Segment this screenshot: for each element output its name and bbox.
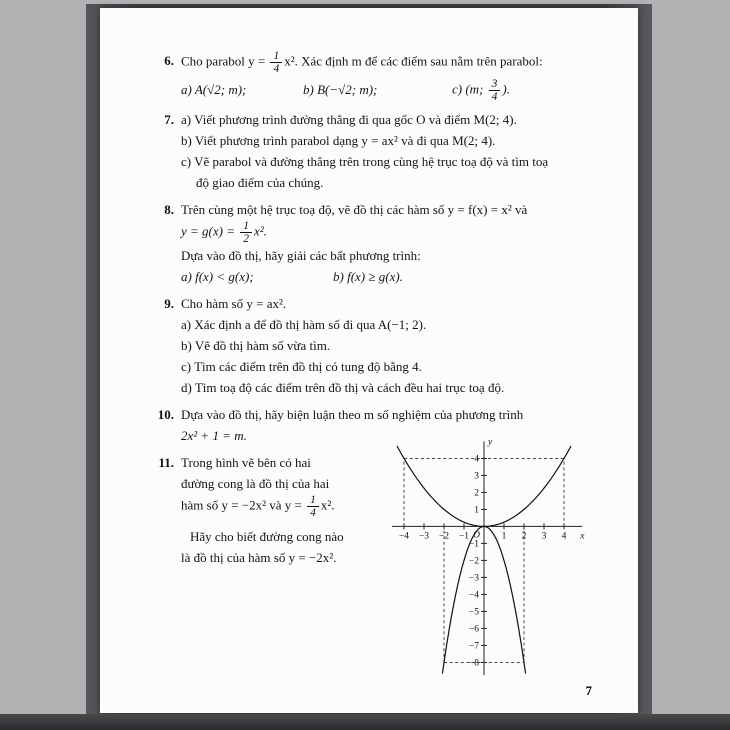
exercise-8 [148, 199, 596, 287]
exercise-7-body [181, 109, 596, 193]
ex6-intro-post: x². Xác định m để các điểm sau nằm trên parabol: [284, 53, 543, 69]
parabola-graph [389, 438, 596, 684]
ex8-option-b: b) f(x) ≥ g(x). [333, 269, 403, 285]
ex9-item-d: d) Tìm toạ độ các điểm trên đồ thị và cách đều hai trục toạ độ. [181, 380, 505, 396]
exercise-11-text [181, 452, 379, 684]
ex6-option-c-pre: c) (m; [452, 81, 487, 97]
exercise-7-number: 7. [164, 112, 174, 128]
exercise-8-options [181, 266, 596, 287]
fraction-1-4 [270, 50, 282, 75]
exercise-11 [148, 438, 596, 684]
exercise-9-number: 9. [164, 296, 174, 312]
svg-text:−2: −2 [468, 556, 479, 567]
svg-text:1: 1 [474, 505, 479, 516]
svg-text:4: 4 [474, 454, 479, 465]
ex7-item-a: a) Viết phương trình đường thẳng đi qua gốc O và điểm M(2; 4). [181, 112, 517, 128]
ex6-intro-pre: Cho parabol y = [181, 53, 269, 69]
ex7-item-c-line2: độ giao điểm của chúng. [196, 175, 324, 191]
svg-text:−1: −1 [468, 539, 479, 550]
svg-text:y: y [488, 438, 493, 448]
fraction-1-2 [240, 220, 252, 245]
table-surface [0, 714, 730, 730]
svg-text:−5: −5 [468, 607, 479, 618]
svg-text:−4: −4 [398, 531, 410, 542]
svg-text:2: 2 [521, 531, 527, 542]
book-page [100, 8, 638, 713]
fraction-denominator: 4 [491, 91, 498, 104]
ex11-line5: là đồ thị của hàm số y = −2x². [181, 549, 337, 565]
fraction-denominator: 2 [243, 233, 249, 246]
ex11-line3-post: x². [320, 497, 335, 513]
ex8-line1: Trên cùng một hệ trục toạ độ, vẽ đồ thị các hàm số y = f(x) = x² và [181, 202, 528, 218]
svg-text:−2: −2 [438, 531, 450, 542]
ex10-line1: Dựa vào đồ thị, hãy biện luận theo m số nghiệm của phương trình [181, 407, 524, 423]
ex6-option-a: a) A(√2; m); [181, 81, 247, 97]
ex6-option-c-post: ). [502, 81, 510, 97]
exercise-6-intro [181, 50, 596, 75]
ex8-line2-post: x². [254, 223, 267, 239]
page-content [100, 8, 638, 713]
svg-text:4: 4 [561, 531, 567, 542]
fraction-numerator: 1 [307, 494, 319, 507]
ex11-line3 [181, 494, 379, 519]
exercise-8-body [181, 199, 596, 287]
fraction-denominator: 4 [310, 507, 316, 520]
fraction-denominator: 4 [273, 63, 280, 76]
ex9-item-b: b) Vẽ đồ thị hàm số vừa tìm. [181, 338, 331, 354]
ex11-line4: Hãy cho biết đường cong nào [190, 528, 344, 544]
svg-text:−3: −3 [468, 573, 479, 584]
exercise-10-number: 10. [157, 407, 174, 423]
exercise-9 [148, 293, 596, 398]
ex7-item-c-line1: c) Vẽ parabol và đường thẳng trên trong cùng hệ trục toạ độ và tìm toạ [181, 154, 549, 170]
coordinate-plane-svg [389, 438, 586, 678]
svg-text:3: 3 [474, 471, 479, 482]
svg-text:x: x [580, 531, 585, 542]
exercise-6 [148, 50, 596, 103]
page-number: 7 [585, 683, 592, 698]
ex11-line2: đường cong là đồ thị của hai [181, 476, 330, 492]
svg-text:−4: −4 [468, 590, 479, 601]
ex6-option-b: b) B(−√2; m); [303, 81, 378, 97]
svg-text:1: 1 [501, 531, 507, 542]
exercise-11-number: 11. [158, 455, 174, 471]
svg-text:O: O [473, 530, 480, 541]
ex8-line2-pre: y = g(x) = [181, 223, 239, 239]
exercise-6-options [181, 78, 596, 103]
ex10-line2: 2x² + 1 = m. [181, 428, 247, 444]
ex8-option-a: a) f(x) < g(x); [181, 269, 254, 285]
ex9-item-c: c) Tìm các điểm trên đồ thị có tung độ bằng 4. [181, 359, 422, 375]
exercise-7 [148, 109, 596, 193]
ex6-option-c [452, 78, 510, 103]
exercise-6-body [181, 50, 596, 103]
fraction-3-4 [489, 78, 501, 103]
svg-text:−7: −7 [468, 641, 479, 652]
exercise-9-body [181, 293, 596, 398]
ex9-item-a: a) Xác định a để đồ thị hàm số đi qua A(−1; 2). [181, 317, 427, 333]
ex9-intro: Cho hàm số y = ax². [181, 296, 287, 312]
svg-text:−3: −3 [418, 531, 430, 542]
graph-container [379, 438, 596, 684]
fraction-numerator: 1 [240, 220, 252, 233]
exercise-8-number: 8. [164, 202, 174, 218]
fraction-numerator: 3 [489, 78, 501, 91]
svg-text:2: 2 [474, 488, 479, 499]
ex8-line2 [181, 220, 596, 245]
exercise-6-number: 6. [164, 53, 174, 68]
svg-text:−8: −8 [468, 658, 479, 669]
exercise-11-body [181, 438, 596, 684]
svg-text:−6: −6 [468, 624, 479, 635]
svg-text:3: 3 [541, 531, 547, 542]
fraction-1-4 [307, 494, 319, 519]
fraction-numerator: 1 [270, 50, 282, 63]
ex11-line3-pre: hàm số y = −2x² và y = [181, 497, 306, 513]
svg-text:−1: −1 [458, 531, 470, 542]
ex8-line3: Dựa vào đồ thị, hãy giải các bất phương trình: [181, 248, 421, 264]
ex7-item-b: b) Viết phương trình parabol dạng y = ax² và đi qua M(2; 4). [181, 133, 496, 149]
ex11-line1: Trong hình vẽ bên có hai [181, 455, 311, 471]
